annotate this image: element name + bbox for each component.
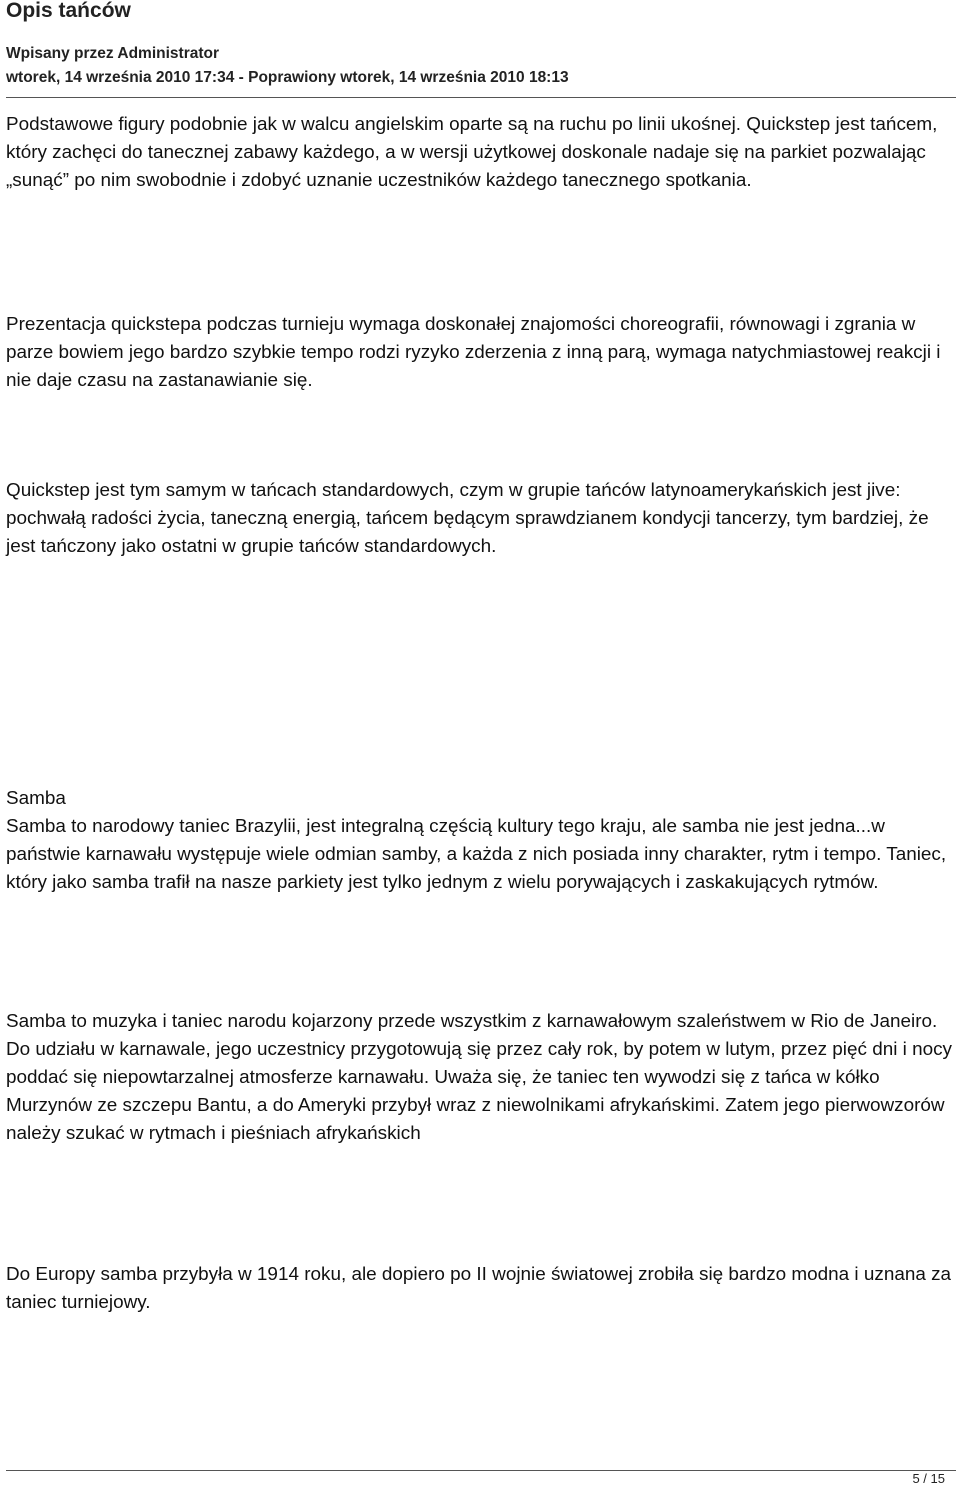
footer-divider	[6, 1470, 956, 1471]
paragraph-quickstep-figures: Podstawowe figury podobnie jak w walcu angielskim oparte są na ruchu po linii ukośnej. Quickstep jest tańcem, który zachęci do tanecznej zabawy każdego, a w wersji użytkowej doskonale nadaje się na parkiet pozwalając „sunąć” po nim swobodnie i zdobyć uznanie uczestników każdego tanecznego spotkania.	[6, 114, 938, 191]
paragraph-quickstep-tournament: Prezentacja quickstepa podczas turnieju wymaga doskonałej znajomości choreografii, równowagi i zgrania w parze bowiem jego bardzo szybkie tempo rodzi ryzyko zderzenia z inną parą, wymaga natychmiastowej reakcji i nie daje czasu na zastanawianie się.	[6, 314, 941, 391]
paragraph-samba-europe: Do Europy samba przybyła w 1914 roku, ale dopiero po II wojnie światowej zrobiła się bardzo modna i uznana za taniec turniejowy.	[6, 1264, 952, 1313]
page-number: 5 / 15	[912, 1471, 945, 1486]
paragraph-samba-intro: Samba Samba to narodowy taniec Brazylii, jest integralną częścią kultury tego kraju, ale samba nie jest jedna...w państwie karnawału występuje wiele odmian samby, a każda z nich posiada inny charakter, rytm i tempo. Taniec, który jako samba trafił na nasze parkiety jest tylko jednym z wielu porywających i zaskakujących rytmów.	[6, 788, 947, 893]
date-line: wtorek, 14 września 2010 17:34 - Poprawiony wtorek, 14 września 2010 18:13	[6, 69, 569, 86]
author-line: Wpisany przez Administrator	[6, 45, 220, 62]
paragraph-samba-origin: Samba to muzyka i taniec narodu kojarzony przede wszystkim z karnawałowym szaleństwem w Rio de Janeiro. Do udziału w karnawale, jego uczestnicy przygotowują się przez cały rok, by potem w lutym, przez pięć dni i nocy poddać się niepowtarzalnej atmosferze karnawału. Uważa się, że taniec ten wywodzi się z tańca w kółko Murzynów ze szczepu Bantu, a do Ameryki przybył wraz z niewolnikami afrykańskimi. Zatem jego pierwowzorów należy szukać w rytmach i pieśniach afrykańskich	[6, 1011, 952, 1144]
header-divider	[6, 97, 956, 98]
paragraph-quickstep-standard: Quickstep jest tym samym w tańcach standardowych, czym w grupie tańców latynoamerykańskich jest jive: pochwałą radości życia, taneczną energią, tańcem będącym sprawdzianem kondycji tancerzy, tym bardziej, że jest tańczony jako ostatni w grupie tańców standardowych.	[6, 480, 929, 557]
article-title: Opis tańców	[6, 0, 131, 22]
article-header	[6, 0, 956, 86]
